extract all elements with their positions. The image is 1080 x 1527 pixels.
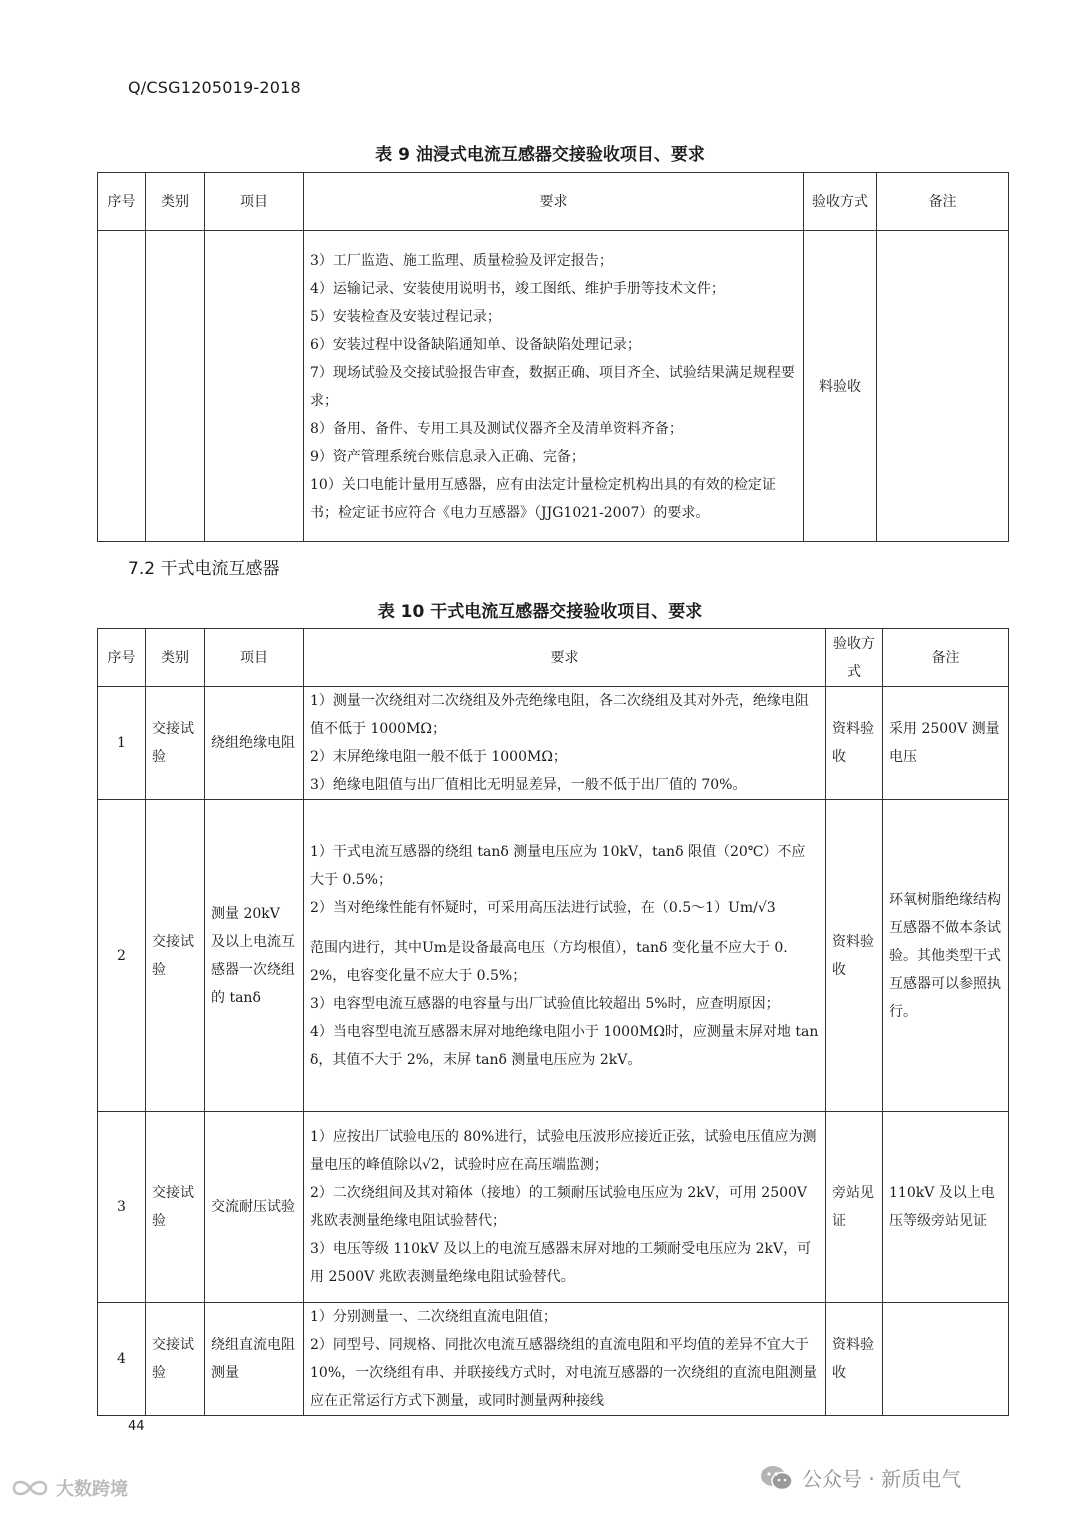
table-row — [98, 1112, 1009, 1303]
wechat-icon — [760, 1464, 794, 1492]
requirement-line: 1）分别测量一、二次绕组直流电阻值； — [310, 1309, 557, 1325]
table10 — [97, 628, 1009, 1416]
page-number: 44 — [128, 1419, 145, 1434]
col-header-remark: 备注 — [877, 173, 1009, 231]
cell-remark: 110kV 及以上电压等级旁站见证 — [883, 1112, 1009, 1303]
cell-category: 交接试验 — [146, 1112, 205, 1303]
cell-remark — [883, 1303, 1009, 1416]
cell-item — [205, 231, 304, 542]
col-header-method: 验收方式 — [826, 629, 883, 687]
watermark-text: 大数跨境 — [56, 1479, 128, 1500]
cell-method: 旁站见证 — [826, 1112, 883, 1303]
col-header-requirement: 要求 — [304, 629, 826, 687]
requirement-line: 10）关口电能计量用互感器，应有由法定计量检定机构出具的有效的检定证书；检定证书应符合《电力互感器》（JJG1021-2007）的要求。 — [310, 476, 776, 521]
cell-category: 交接试验 — [146, 1303, 205, 1416]
requirement-line: 3）电容型电流互感器的电容量与出厂试验值比较超出 5%时，应查明原因； — [310, 995, 780, 1012]
col-header-no: 序号 — [98, 629, 146, 687]
cell-method: 资料验收 — [826, 1303, 883, 1416]
col-header-category: 类别 — [146, 173, 205, 231]
section-title: 7.2 干式电流互感器 — [128, 559, 280, 579]
cell-item: 交流耐压试验 — [205, 1112, 304, 1303]
requirement-line: 4）运输记录、安装使用说明书，竣工图纸、维护手册等技术文件； — [310, 280, 725, 297]
requirement-line: 2）末屏绝缘电阻一般不低于 1000MΩ； — [310, 749, 567, 765]
cell-requirements — [304, 1303, 826, 1416]
cell-method: 料验收 — [804, 231, 877, 542]
cell-method: 资料验收 — [826, 687, 883, 800]
requirement-line: 5）安装检查及安装过程记录； — [310, 308, 501, 325]
requirement-line: 2）二次绕组间及其对箱体（接地）的工频耐压试验电压应为 2kV，可用 2500V 兆欧表测量绝缘电阻试验替代； — [310, 1185, 808, 1229]
document-code: Q/CSG1205019-2018 — [128, 78, 301, 97]
cell-requirements — [304, 687, 826, 800]
table9 — [97, 172, 1009, 542]
cell-item: 绕组直流电阻测量 — [205, 1303, 304, 1416]
infinity-logo-icon — [10, 1477, 50, 1499]
wechat-badge — [760, 1463, 961, 1492]
watermark — [10, 1475, 128, 1501]
cell-method: 资料验收 — [826, 800, 883, 1112]
requirement-line: 2）同型号、同规格、同批次电流互感器绕组的直流电阻和平均值的差异不宜大于 10%，一次绕组有串、并联接线方式时，对电流互感器的一次绕组的直流电阻测量应在正常运行方式下测量，或同时测量两种接线 — [310, 1337, 818, 1409]
table-row — [98, 800, 1009, 1112]
col-header-category: 类别 — [146, 629, 205, 687]
requirement-line: 1）干式电流互感器的绕组 tanδ 测量电压应为 10kV，tanδ 限值（20℃）不应大于 0.5%； — [310, 843, 806, 888]
cell-category: 交接试验 — [146, 800, 205, 1112]
cell-no: 1 — [98, 687, 146, 800]
col-header-method: 验收方式 — [804, 173, 877, 231]
table9-caption: 表 9 油浸式电流互感器交接验收项目、要求 — [375, 145, 705, 165]
cell-item: 测量 20kV 及以上电流互感器一次绕组的 tanδ — [205, 800, 304, 1112]
requirement-line: 3）绝缘电阻值与出厂值相比无明显差异，一般不低于出厂值的 70%。 — [310, 777, 747, 793]
requirement-line: 范围内进行，其中Um是设备最高电压（方均根值），tanδ 变化量不应大于 0.2%，电容变化量不应大于 0.5%； — [310, 939, 788, 984]
requirement-line: 3）电压等级 110kV 及以上的电流互感器末屏对地的工频耐受电压应为 2kV，可用 2500V 兆欧表测量绝缘电阻试验替代。 — [310, 1241, 812, 1285]
col-header-item: 项目 — [205, 629, 304, 687]
cell-no: 4 — [98, 1303, 146, 1416]
cell-no: 2 — [98, 800, 146, 1112]
requirement-line: 1）测量一次绕组对二次绕组及外壳绝缘电阻，各二次绕组及其对外壳，绝缘电阻值不低于 1000MΩ； — [310, 693, 809, 737]
table10-caption: 表 10 干式电流互感器交接验收项目、要求 — [377, 602, 703, 622]
col-header-requirement: 要求 — [304, 173, 804, 231]
requirement-line: 8）备用、备件、专用工具及测试仪器齐全及清单资料齐备； — [310, 420, 683, 437]
cell-item: 绕组绝缘电阻 — [205, 687, 304, 800]
cell-remark: 环氧树脂绝缘结构互感器不做本条试验。其他类型干式互感器可以参照执行。 — [883, 800, 1009, 1112]
requirement-line: 4）当电容型电流互感器末屏对地绝缘电阻小于 1000MΩ时，应测量末屏对地 tanδ，其值不大于 2%，末屏 tanδ 测量电压应为 2kV。 — [310, 1023, 819, 1068]
requirement-line: 9）资产管理系统台账信息录入正确、完备； — [310, 448, 585, 465]
cell-no: 3 — [98, 1112, 146, 1303]
requirement-line: 7）现场试验及交接试验报告审查，数据正确、项目齐全、试验结果满足规程要求； — [310, 364, 795, 409]
cell-category — [146, 231, 205, 542]
col-header-no: 序号 — [98, 173, 146, 231]
wechat-label: 公众号 · 新质电气 — [802, 1467, 962, 1491]
col-header-item: 项目 — [205, 173, 304, 231]
requirement-line: 3）工厂监造、施工监理、质量检验及评定报告； — [310, 252, 613, 269]
requirement-line: 6）安装过程中设备缺陷通知单、设备缺陷处理记录； — [310, 336, 641, 353]
cell-category: 交接试验 — [146, 687, 205, 800]
cell-requirements — [304, 231, 804, 542]
table-row — [98, 231, 1009, 542]
cell-requirements — [304, 1112, 826, 1303]
table-row — [98, 687, 1009, 800]
cell-remark: 采用 2500V 测量电压 — [883, 687, 1009, 800]
cell-no — [98, 231, 146, 542]
col-header-remark: 备注 — [883, 629, 1009, 687]
table-row — [98, 1303, 1009, 1416]
requirement-line: 1）应按出厂试验电压的 80%进行，试验电压波形应接近正弦，试验电压值应为测量电压的峰值除以√2，试验时应在高压端监测； — [310, 1129, 817, 1173]
cell-requirements — [304, 800, 826, 1112]
requirement-line: 2）当对绝缘性能有怀疑时，可采用高压法进行试验，在（0.5～1）Um/√3 — [310, 899, 776, 916]
cell-remark — [877, 231, 1009, 542]
